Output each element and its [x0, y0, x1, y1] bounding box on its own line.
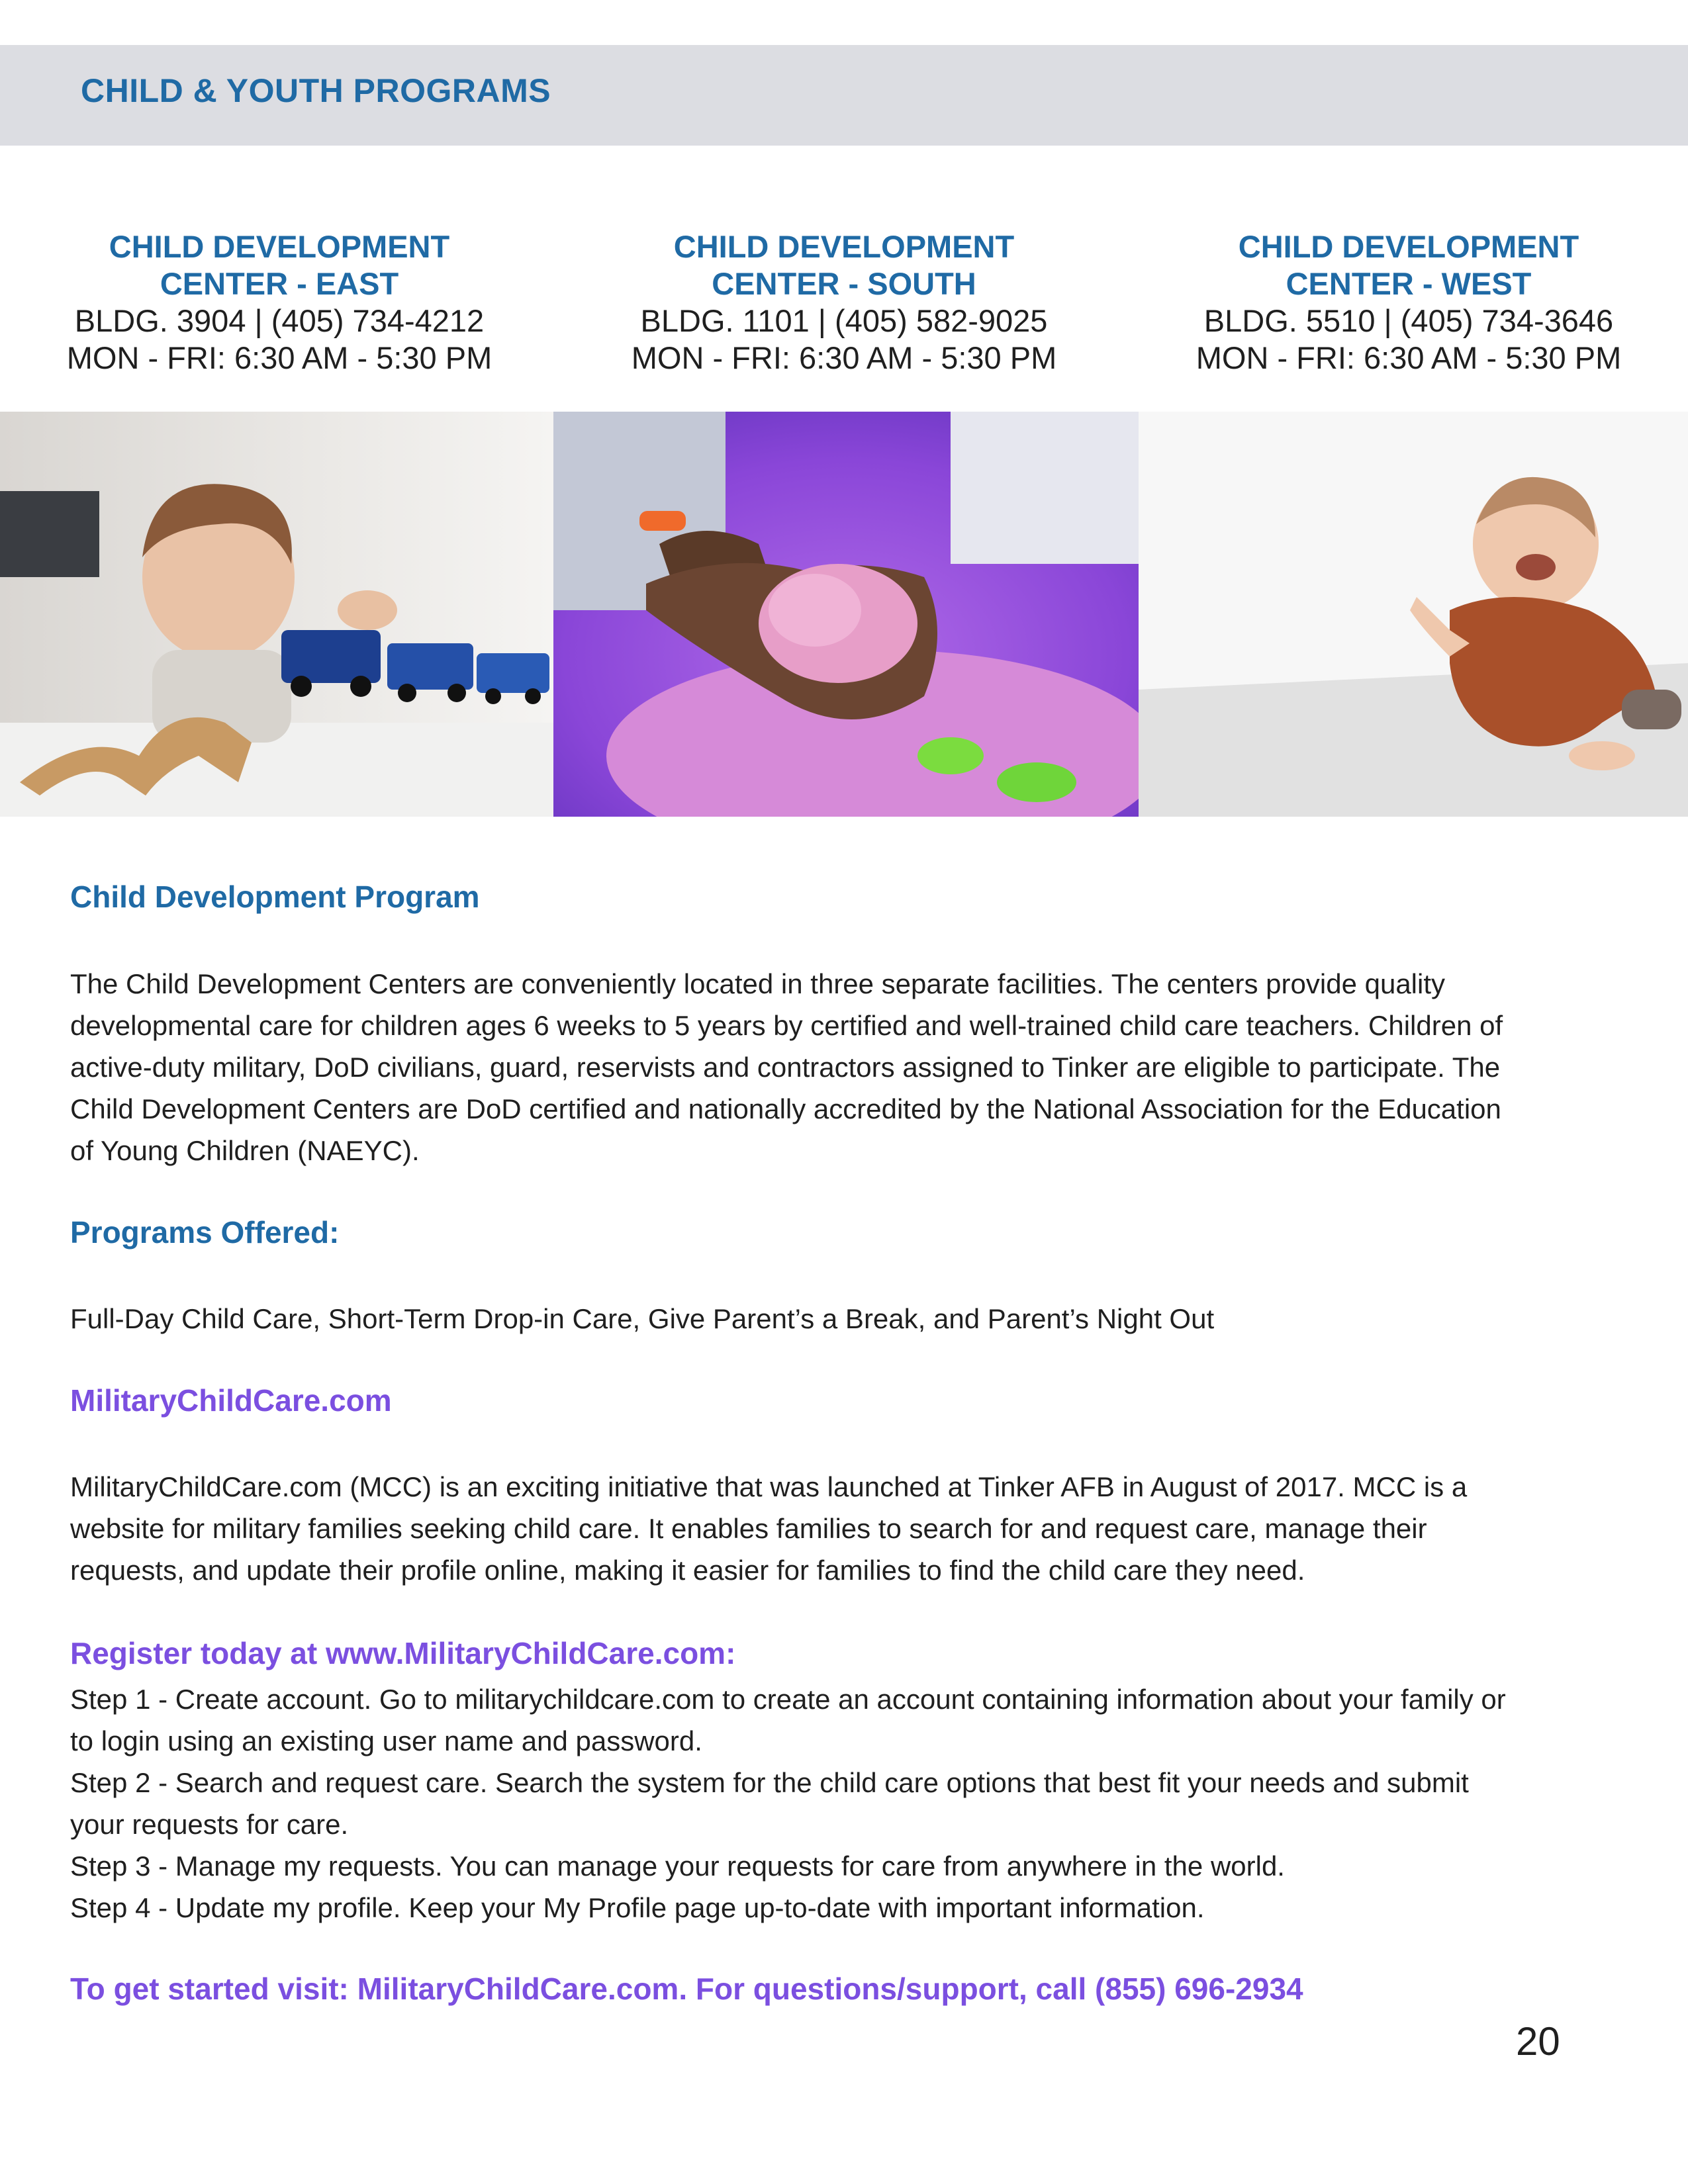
center-hours: MON - FRI: 6:30 AM - 5:30 PM — [66, 340, 492, 375]
center-name-line2: CENTER - EAST — [160, 266, 399, 301]
step-line: Step 2 - Search and request care. Search the system for the child care options that best fit your needs and submit — [70, 1767, 1469, 1798]
section-heading-cdp: Child Development Program — [70, 880, 480, 914]
center-hours: MON - FRI: 6:30 AM - 5:30 PM — [1196, 340, 1622, 375]
step-line: your requests for care. — [70, 1809, 349, 1840]
center-west-info — [1144, 228, 1673, 377]
photo-hands-kinetic-sand — [553, 412, 1139, 817]
paragraph-line: of Young Children (NAEYC). — [70, 1135, 420, 1166]
page-number: 20 — [1516, 2019, 1560, 2064]
paragraph-line: Child Development Centers are DoD certified and nationally accredited by the National Association for the Education — [70, 1093, 1501, 1124]
center-name-line2: CENTER - SOUTH — [712, 266, 976, 301]
paragraph-line: website for military families seeking child care. It enables families to search for and request care, manage their — [70, 1513, 1427, 1544]
step-line: Step 4 - Update my profile. Keep your My Profile page up-to-date with important information. — [70, 1892, 1205, 1923]
section-heading-programs: Programs Offered: — [70, 1215, 340, 1250]
center-contact: BLDG. 3904 | (405) 734-4212 — [74, 303, 485, 338]
center-name-line1: CHILD DEVELOPMENT — [109, 229, 450, 264]
center-contact: BLDG. 1101 | (405) 582-9025 — [640, 303, 1048, 338]
center-name-line1: CHILD DEVELOPMENT — [673, 229, 1015, 264]
paragraph-line: MilitaryChildCare.com (MCC) is an exciting initiative that was launched at Tinker AFB in August of 2017. MCC is a — [70, 1471, 1468, 1502]
call-to-action: To get started visit: MilitaryChildCare.com. For questions/support, call (855) 696-2934 — [70, 1972, 1303, 2006]
section-heading-mcc: MilitaryChildCare.com — [70, 1383, 392, 1418]
center-hours: MON - FRI: 6:30 AM - 5:30 PM — [631, 340, 1057, 375]
programs-list — [70, 1298, 1639, 1340]
paragraph-line: requests, and update their profile online, making it easier for families to find the child care they need. — [70, 1555, 1305, 1586]
center-east-info — [15, 228, 544, 377]
cdp-paragraph — [70, 963, 1639, 1171]
paragraph-line: developmental care for children ages 6 weeks to 5 years by certified and well-trained child care teachers. Children of — [70, 1010, 1503, 1041]
photo-baby-crawling — [1139, 412, 1688, 817]
step-line: to login using an existing user name and password. — [70, 1725, 702, 1756]
step-line: Step 1 - Create account. Go to militarychildcare.com to create an account containing information about your family or — [70, 1684, 1506, 1715]
register-steps — [70, 1678, 1659, 1929]
center-name-line1: CHILD DEVELOPMENT — [1238, 229, 1579, 264]
center-south-info — [579, 228, 1109, 377]
page-title: CHILD & YOUTH PROGRAMS — [81, 72, 551, 109]
paragraph-line: active-duty military, DoD civilians, guard, reservists and contractors assigned to Tinker are eligible to participate. The — [70, 1052, 1501, 1083]
photo-boy-toy-train — [0, 412, 553, 817]
mcc-paragraph — [70, 1466, 1639, 1591]
programs-text: Full-Day Child Care, Short-Term Drop-in Care, Give Parent’s a Break, and Parent’s Night Out — [70, 1303, 1215, 1334]
center-contact: BLDG. 5510 | (405) 734-3646 — [1203, 303, 1614, 338]
paragraph-line: The Child Development Centers are conveniently located in three separate facilities. The centers provide quality — [70, 968, 1446, 999]
center-name-line2: CENTER - WEST — [1286, 266, 1532, 301]
section-heading-register: Register today at www.MilitaryChildCare.com: — [70, 1636, 736, 1670]
step-line: Step 3 - Manage my requests. You can manage your requests for care from anywhere in the world. — [70, 1850, 1285, 1882]
